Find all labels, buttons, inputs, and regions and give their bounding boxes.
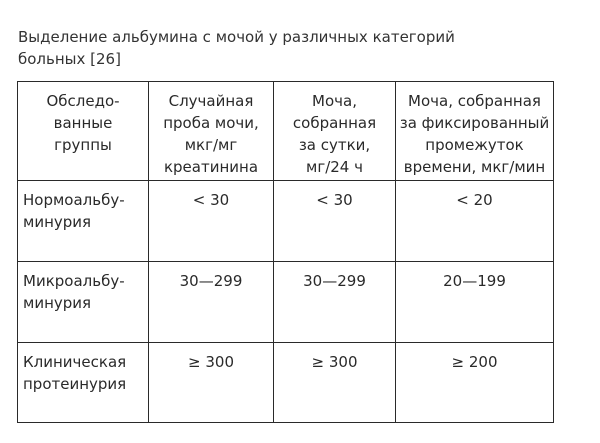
header-text: Случайная bbox=[168, 92, 254, 110]
header-text: Моча, собранная bbox=[408, 92, 541, 110]
cell-value: ≥ 200 bbox=[396, 343, 554, 423]
header-random-sample bbox=[149, 82, 274, 181]
group-text: Нормоальбу- bbox=[23, 191, 125, 209]
group-text: Микроальбу- bbox=[23, 272, 125, 290]
header-24h-urine bbox=[274, 82, 396, 181]
group-text: минурия bbox=[23, 294, 92, 312]
caption-line-1: Выделение альбумина с мочой у различных категорий bbox=[18, 28, 455, 46]
header-text: промежуток bbox=[425, 136, 524, 154]
cell-value: < 30 bbox=[149, 181, 274, 262]
header-text: мг/24 ч bbox=[306, 158, 363, 176]
table-row bbox=[18, 262, 554, 343]
cell-value: ≥ 300 bbox=[149, 343, 274, 423]
row-group-label bbox=[18, 181, 149, 262]
header-text: проба мочи, bbox=[163, 114, 259, 132]
header-text: ванные bbox=[53, 114, 113, 132]
header-text: группы bbox=[54, 136, 112, 154]
header-text: за фиксированный bbox=[399, 114, 550, 132]
table-row bbox=[18, 181, 554, 262]
row-group-label bbox=[18, 262, 149, 343]
group-text: протеинурия bbox=[23, 375, 127, 393]
header-groups bbox=[18, 82, 149, 181]
header-text: Моча, bbox=[312, 92, 357, 110]
group-text: минурия bbox=[23, 213, 92, 231]
cell-value: 20—199 bbox=[396, 262, 554, 343]
header-text: мкг/мг bbox=[184, 136, 238, 154]
header-text: Обследо- bbox=[46, 92, 120, 110]
header-text: времени, мкг/мин bbox=[403, 158, 546, 176]
albumin-excretion-table bbox=[17, 81, 554, 423]
table-row bbox=[18, 343, 554, 423]
header-timed-urine bbox=[396, 82, 554, 181]
cell-value: ≥ 300 bbox=[274, 343, 396, 423]
table-caption bbox=[18, 26, 558, 70]
cell-value: < 30 bbox=[274, 181, 396, 262]
cell-value: 30—299 bbox=[274, 262, 396, 343]
group-text: Клиническая bbox=[23, 353, 127, 371]
table-header-row bbox=[18, 82, 554, 181]
cell-value: 30—299 bbox=[149, 262, 274, 343]
header-text: собранная bbox=[292, 114, 377, 132]
header-text: за сутки, bbox=[298, 136, 371, 154]
header-text: креатинина bbox=[163, 158, 259, 176]
caption-line-2: больных [26] bbox=[18, 50, 121, 68]
cell-value: < 20 bbox=[396, 181, 554, 262]
row-group-label bbox=[18, 343, 149, 423]
